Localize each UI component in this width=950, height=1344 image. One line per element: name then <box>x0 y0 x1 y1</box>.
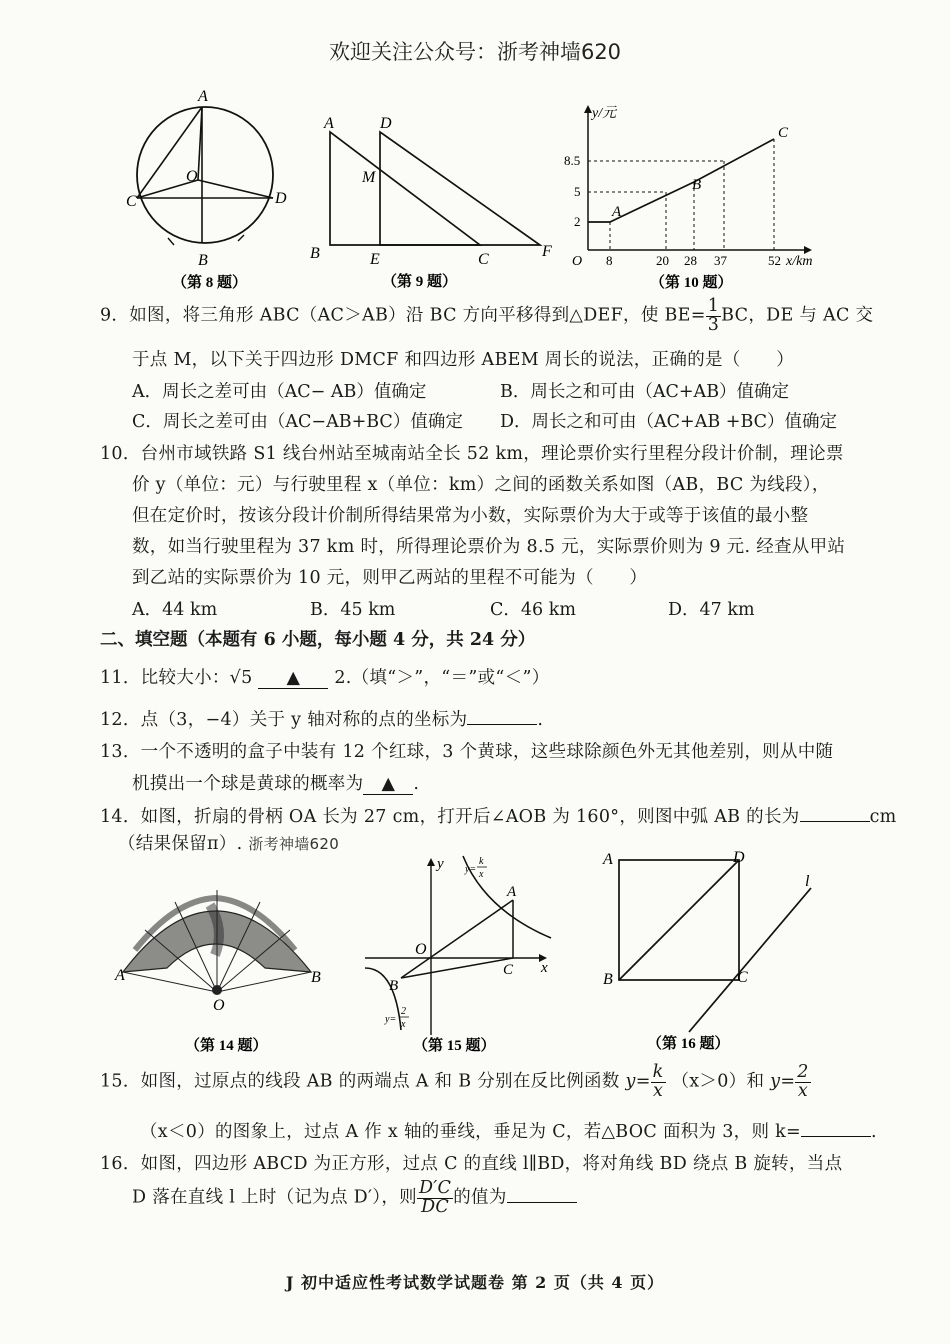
watermark: 浙考神墙620 <box>248 835 340 853</box>
f9-label-A: A <box>324 115 334 132</box>
figure-14 <box>115 860 335 1060</box>
f9-label-D: D <box>380 115 392 132</box>
f10-ytick: 8.5 <box>564 153 581 168</box>
q13-answer-blank[interactable]: ▲ <box>363 774 413 795</box>
f10-label-A: A <box>612 204 622 220</box>
q12: 12．点（3，−4）关于 y 轴对称的点的坐标为 . <box>100 710 544 730</box>
f10-label-C: C <box>778 125 789 141</box>
f9-label-C: C <box>478 251 489 268</box>
q14-line1: 14．如图，折扇的骨柄 OA 长为 27 cm，打开后∠AOB 为 160°，则图中弧 AB 的长为 cm <box>100 807 897 827</box>
f8-label-O: O <box>186 168 198 185</box>
q15-line1: 15．如图，过原点的线段 AB 的两端点 A 和 B 分别在反比例函数 y= $\frac{k}{x}$ （x＞0）和 y= $\frac{2}{x}$ <box>100 1062 809 1101</box>
q9-option-d: D．周长之和可由（AC+AB +BC）值确定 <box>500 412 838 432</box>
q10-line5: 到乙站的实际票价为 10 元，则甲乙两站的里程不可能为（ ） <box>132 568 648 588</box>
q16-line1: 16．如图，四边形 ABCD 为正方形，过点 C 的直线 l∥BD，将对角线 BD 绕点 B 旋转，当点 <box>100 1154 843 1174</box>
f15-fn1-num: k <box>479 856 484 867</box>
figure-14-caption: （第 14 题） <box>185 1038 268 1054</box>
f16-label-B: B <box>603 971 613 988</box>
f14-label-B: B <box>311 969 321 986</box>
q10-option-c: C．46 km <box>490 600 576 620</box>
q9-line2: 于点 M，以下关于四边形 DMCF 和四边形 ABEM 周长的说法，正确的是（ ） <box>132 350 795 370</box>
f10-xtick: 37 <box>714 253 727 268</box>
f10-xtick: 20 <box>656 253 669 268</box>
f10-ytick: 2 <box>574 214 581 229</box>
f16-label-A: A <box>603 851 613 868</box>
q10-line1: 10．台州市域铁路 S1 线台州站至城南站全长 52 km，理论票价实行里程分段计价制，理论票 <box>100 444 844 464</box>
q11-answer-blank[interactable]: ▲ <box>258 668 328 689</box>
q12-answer-blank[interactable] <box>467 724 537 725</box>
f9-label-E: E <box>370 251 380 268</box>
q15-answer-blank[interactable] <box>801 1136 871 1137</box>
q16-line2: D 落在直线 l 上时（记为点 D′），则 $\frac{D'C}{DC}$ 的值为 <box>132 1180 577 1216</box>
f10-ylabel: y/元 <box>592 106 617 121</box>
f15-fn1-den: x <box>479 869 484 880</box>
f15-label-O: O <box>415 941 427 958</box>
figure-9-caption: （第 9 题） <box>382 274 458 290</box>
f15-fn2-num: 2 <box>401 1006 406 1017</box>
q11: 11．比较大小：√5 ▲ 2.（填“＞”，“＝”或“＜”） <box>100 668 550 688</box>
f10-xtick: 52 <box>768 253 781 268</box>
f10-ytick: 5 <box>574 184 581 199</box>
figure-16 <box>595 848 835 1060</box>
f8-label-A: A <box>198 88 208 105</box>
q9-line1: 9．如图，将三角形 ABC（AC＞AB）沿 BC 方向平移得到△DEF，使 BE= $\frac{1}{3}$ BC，DE 与 AC 交 <box>100 296 874 335</box>
q13-line2: 机摸出一个球是黄球的概率为 ▲ . <box>132 774 420 794</box>
f10-xlabel: x/km <box>786 254 813 269</box>
f8-label-C: C <box>126 193 137 210</box>
f15-fn2-lhs: y= <box>385 1014 397 1025</box>
q10-option-a: A．44 km <box>132 600 218 620</box>
f10-label-O: O <box>572 254 583 269</box>
f9-label-M: M <box>362 169 376 186</box>
f15-label-C: C <box>503 962 514 978</box>
f15-fn2-den: x <box>401 1019 406 1030</box>
figure-10 <box>560 95 830 300</box>
q14-line2: （结果保留π）. 浙考神墙620 <box>118 834 340 854</box>
f14-label-A: A <box>115 967 125 984</box>
f9-label-F: F <box>542 243 552 260</box>
q9-option-a: A．周长之差可由（AC− AB）值确定 <box>132 382 427 402</box>
f14-label-O: O <box>213 997 225 1014</box>
q9-option-c: C．周长之差可由（AC−AB+BC）值确定 <box>132 412 463 432</box>
figure-8 <box>120 85 290 300</box>
figure-10-caption: （第 10 题） <box>650 275 733 291</box>
q14-answer-blank[interactable] <box>800 821 870 822</box>
q10-option-d: D．47 km <box>668 600 755 620</box>
q9-option-b: B．周长之和可由（AC+AB）值确定 <box>500 382 790 402</box>
f8-label-B: B <box>198 252 208 269</box>
section-2-title: 二、填空题（本题有 6 小题，每小题 4 分，共 24 分） <box>100 630 536 650</box>
q15-line2: （x＜0）的图象上，过点 A 作 x 轴的垂线，垂足为 C，若△BOC 面积为 3，则 k= . <box>140 1122 877 1142</box>
q16-answer-blank[interactable] <box>507 1202 577 1203</box>
q13-line1: 13．一个不透明的盒子中装有 12 个红球，3 个黄球，这些球除颜色外无其他差别，则从中随 <box>100 742 834 762</box>
q10-line2: 价 y（单位：元）与行驶里程 x（单位：km）之间的函数关系如图（AB，BC 为线段）， <box>132 475 830 495</box>
q10-line4: 数，如当行驶里程为 37 km 时，所得理论票价为 8.5 元，实际票价则为 9 元. 经查从甲站 <box>132 537 846 557</box>
f10-label-B: B <box>692 177 702 193</box>
f9-label-B: B <box>310 245 320 262</box>
figure-9 <box>300 110 565 300</box>
figure-8-caption: （第 8 题） <box>172 275 248 291</box>
f8-label-D: D <box>275 190 287 207</box>
page-header: 欢迎关注公众号：浙考神墙620 <box>328 40 622 64</box>
f10-xtick: 8 <box>606 253 613 268</box>
f16-label-D: D <box>733 849 745 866</box>
f15-label-x: x <box>541 960 548 976</box>
f15-label-B: B <box>389 978 399 994</box>
figure-16-caption: （第 16 题） <box>647 1036 730 1052</box>
f10-xtick: 28 <box>684 253 697 268</box>
page-footer: J 初中适应性考试数学试题卷 第 2 页（共 4 页） <box>285 1273 665 1292</box>
f16-label-C: C <box>737 969 748 986</box>
f15-label-A: A <box>507 884 517 900</box>
q10-option-b: B．45 km <box>310 600 396 620</box>
f15-fn1-lhs: y= <box>465 864 477 875</box>
q10-line3: 但在定价时，按该分段计价制所得结果常为小数，实际票价为大于或等于该值的最小整 <box>132 506 809 526</box>
f15-label-y: y <box>437 856 444 872</box>
figure-15 <box>355 850 565 1060</box>
figure-15-caption: （第 15 题） <box>413 1038 496 1054</box>
f16-label-l: l <box>805 873 810 890</box>
